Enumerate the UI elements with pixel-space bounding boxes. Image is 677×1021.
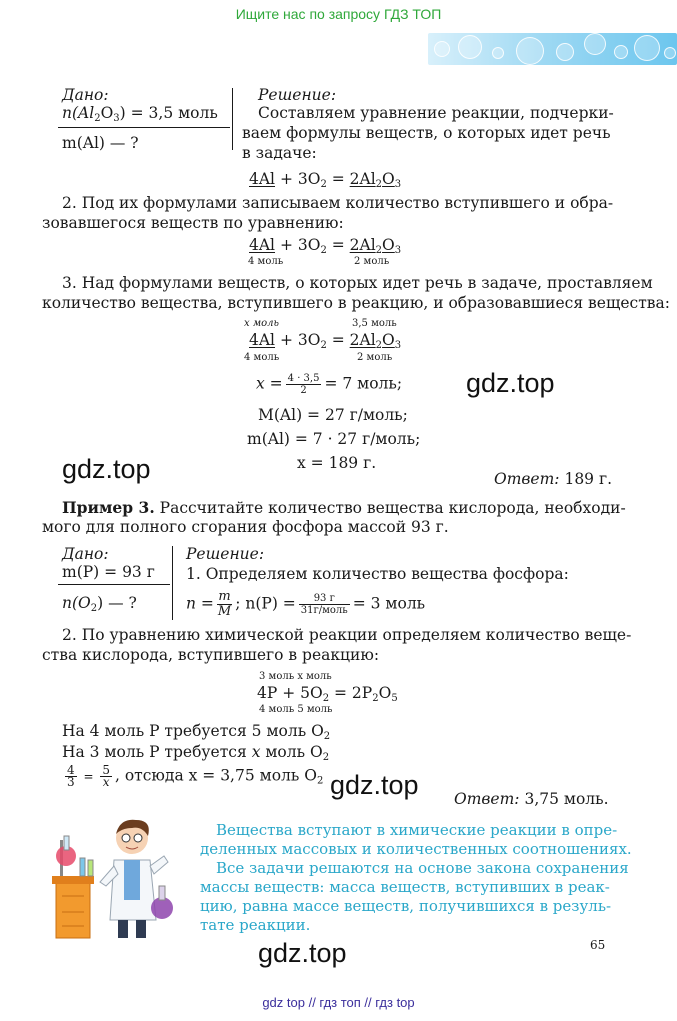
- scientist-illustration: [44, 816, 184, 942]
- note-p1-line1: Вещества вступают в химические реакции в опре-: [216, 821, 618, 839]
- example3-step2-line2: ства кислорода, вступившего в реакцию:: [42, 646, 380, 664]
- calc-result: x = 189 г.: [297, 454, 377, 472]
- calc-x: x = $\frac{4 \cdot 3,5}{2}$ = 7 моль;: [256, 373, 403, 396]
- eq2-below-right: 2 моль: [354, 256, 390, 267]
- example3-step1: 1. Определяем количество вещества фосфора:: [186, 565, 569, 583]
- eq4-below: 4 моль 5 моль: [259, 704, 333, 715]
- example3-step2-line1: 2. По уравнению химической реакции определяем количество веще-: [62, 626, 632, 644]
- example3-line2: мого для полного сгорания фосфора массой 93 г.: [42, 518, 449, 536]
- calc-molar-mass: M(Al) = 27 г/моль;: [258, 406, 408, 424]
- answer-1: Ответ: 189 г.: [494, 470, 613, 488]
- step3-line2: количество вещества, вступившего в реакцию, и образовавшиеся вещества:: [42, 294, 670, 312]
- page-number: 65: [590, 938, 606, 952]
- find-n-o2: $n(O_2)$ — ?: [62, 594, 137, 614]
- example3-line1: Пример 3. Рассчитайте количество вещества кислорода, необходи-: [62, 498, 626, 517]
- bubbles-decoration: [428, 33, 677, 65]
- given-label-2: Дано:: [62, 545, 109, 563]
- given-m-p: m(P) = 93 г: [62, 563, 155, 581]
- eq3-below-left: 4 моль: [244, 352, 280, 363]
- eq3-above-right: 3,5 моль: [352, 318, 397, 329]
- step2-line2: зовавшегося веществ по уравнению:: [42, 214, 344, 232]
- find-m-al: m(Al) — ?: [62, 134, 139, 152]
- watermark: gdz.top: [330, 770, 419, 800]
- given-vline-2: [172, 546, 173, 620]
- step3-line1: 3. Над формулами веществ, о которых идет речь в задаче, проставляем: [62, 274, 653, 292]
- step1-line3: в задаче:: [242, 144, 317, 162]
- ratio-line1: На 4 моль P требуется 5 моль $O_2$: [62, 722, 331, 742]
- note-p2-line1: Все задачи решаются на основе закона сохранения: [216, 859, 629, 877]
- given-vline-1: [232, 88, 233, 150]
- solution-label-1: Решение:: [258, 86, 337, 104]
- equation-4: $4P + 5O_2 = 2P_2O_5$: [257, 684, 398, 704]
- eq3-above-left: x моль: [244, 318, 279, 329]
- step1-line1: Составляем уравнение реакции, подчерки-: [258, 104, 614, 122]
- watermark: gdz.top: [258, 938, 347, 968]
- equation-3: $4Al + 3O_2 = 2Al_2O_3$: [249, 331, 402, 351]
- step2-line1: 2. Под их формулами записываем количество вступившего и обра-: [62, 194, 614, 212]
- note-p1-line2: деленных массовых и количественных соотношениях.: [200, 840, 632, 858]
- given-divider-2: [58, 584, 170, 585]
- formula-n: n = $\frac{m}{M}$ ; n(P) = $\frac{93 г}{\text{31г/моль}}$ = 3 моль: [186, 589, 426, 619]
- eq3-below-right: 2 моль: [357, 352, 393, 363]
- top-banner[interactable]: Ищите нас по запросу ГДЗ ТОП: [235, 6, 442, 22]
- eq2-below-left: 4 моль: [248, 256, 284, 267]
- proportion: $\frac{4}{3}$ = $\frac{5}{x}$ , отсюда x = 3,75 моль $O_2$: [67, 763, 324, 789]
- watermark: gdz.top: [466, 368, 555, 398]
- calc-mass: m(Al) = 7 · 27 г/моль;: [247, 430, 421, 448]
- note-p2-line2: массы веществ: масса веществ, вступивших в реак-: [200, 878, 610, 896]
- solution-label-2: Решение:: [186, 545, 265, 563]
- note-p2-line3: цию, равна массе веществ, получившихся в резуль-: [200, 897, 612, 915]
- eq4-above: 3 моль x моль: [259, 671, 332, 682]
- note-p2-line4: тате реакции.: [200, 916, 311, 934]
- watermark: gdz.top: [62, 454, 151, 484]
- given-n-al2o3: $n(Al_2O_3) = 3,5$ моль: [62, 104, 218, 124]
- equation-1: $4Al + 3O_2 = 2Al_2O_3$: [249, 170, 402, 190]
- footer-links[interactable]: gdz top // гдз топ // гдз top: [262, 995, 415, 1010]
- answer-2: Ответ: 3,75 моль.: [454, 790, 609, 808]
- ratio-line2: На 3 моль P требуется x моль $O_2$: [62, 743, 330, 763]
- given-label-1: Дано:: [62, 86, 109, 104]
- step1-line2: ваем формулы веществ, о которых идет речь: [242, 124, 611, 142]
- equation-2: $4Al + 3O_2 = 2Al_2O_3$: [249, 236, 402, 256]
- given-divider-1: [58, 127, 230, 128]
